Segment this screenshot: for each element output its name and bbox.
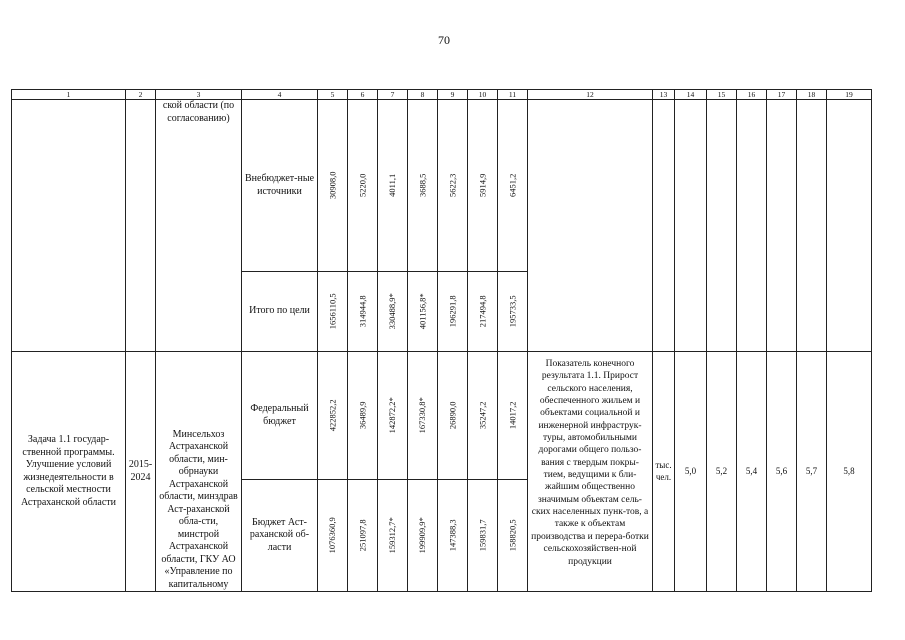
empty-cell — [675, 100, 707, 352]
value-text: 147388,3 — [447, 519, 458, 552]
value-cell — [438, 272, 468, 352]
value-text: 142872,2* — [387, 397, 398, 434]
value-cell — [468, 352, 498, 480]
source-cell: Федеральный бюджет — [242, 352, 318, 480]
value-cell — [378, 480, 408, 592]
continuation-text: ской области (по согласованию) — [162, 100, 235, 124]
value-cell — [348, 272, 378, 352]
value-text: 159312,7* — [387, 517, 398, 554]
value-text: 158820,5 — [507, 519, 518, 552]
col-number: 5 — [318, 90, 348, 100]
empty-cell — [528, 100, 653, 352]
value-cell — [318, 100, 348, 272]
empty-cell — [12, 100, 126, 352]
value-cell — [438, 100, 468, 272]
empty-cell — [653, 100, 675, 352]
value-text: 36489,9 — [357, 401, 368, 430]
value-cell — [378, 352, 408, 480]
value-cell — [498, 272, 528, 352]
empty-cell — [737, 100, 767, 352]
value-text: 196291,8 — [447, 295, 458, 328]
column-number-row — [12, 90, 872, 100]
page-number: 70 — [438, 33, 450, 47]
value-text: 195733,5 — [507, 295, 518, 328]
col-number: 19 — [827, 90, 872, 100]
indicator-cell: Показатель конечного результата 1.1. Прирост сельского населения, обеспеченного жильем и объектами социальной и инженерной инфраструк-туры, автомобильными дорогами общего пользо-вания с твердым покры-тием, ведущими к бли-жайшим общественно значимым объектам сель-ских населенных пунк-тов, а также к объектам производства и перера-ботки сельскохозяйствен-ной продукции — [528, 352, 653, 592]
col-number: 11 — [498, 90, 528, 100]
value-text: 5914,9 — [477, 173, 488, 198]
value-text: 1076360,9 — [327, 517, 338, 554]
value-cell — [378, 272, 408, 352]
col-number: 17 — [767, 90, 797, 100]
col-number: 18 — [797, 90, 827, 100]
indicator-value-cell: 5,4 — [737, 352, 767, 592]
value-cell — [318, 352, 348, 480]
value-cell — [318, 272, 348, 352]
col-number: 10 — [468, 90, 498, 100]
value-cell — [498, 352, 528, 480]
value-cell — [438, 352, 468, 480]
value-text: 5622,3 — [447, 173, 458, 198]
value-text: 422852,2 — [327, 399, 338, 432]
value-text: 314944,8 — [357, 295, 368, 328]
value-text: 14017,2 — [507, 401, 518, 430]
task-executors-cell: Минсельхоз Астраханской области, мин-обрнауки Астраханской области, минздрав Аст-раханской обла-сти, минстрой Астраханской области, ГКУ АО «Управление по капитальному — [156, 352, 242, 592]
value-cell — [408, 100, 438, 272]
col-number: 8 — [408, 90, 438, 100]
value-cell — [468, 100, 498, 272]
indicator-value-cell: 5,2 — [707, 352, 737, 592]
value-cell — [348, 352, 378, 480]
empty-cell — [126, 100, 156, 352]
value-cell — [438, 480, 468, 592]
source-cell: Итого по цели — [242, 272, 318, 352]
source-cell: Бюджет Аст-раханской об-ласти — [242, 480, 318, 592]
value-text: 199909,9* — [417, 517, 428, 554]
value-text: 167330,8* — [417, 397, 428, 434]
unit-cell: тыс. чел. — [653, 352, 675, 592]
col-number: 6 — [348, 90, 378, 100]
col-number: 3 — [156, 90, 242, 100]
value-text: 1656110,5 — [327, 293, 338, 330]
value-text: 251097,8 — [357, 519, 368, 552]
value-cell — [408, 352, 438, 480]
value-text: 217494,8 — [477, 295, 488, 328]
value-text: 159831,7 — [477, 519, 488, 552]
col-number: 15 — [707, 90, 737, 100]
table-row — [12, 100, 872, 272]
value-cell — [468, 480, 498, 592]
indicator-value-cell: 5,0 — [675, 352, 707, 592]
col-number: 12 — [528, 90, 653, 100]
col-number: 1 — [12, 90, 126, 100]
empty-cell — [707, 100, 737, 352]
value-cell — [408, 272, 438, 352]
col-number: 13 — [653, 90, 675, 100]
value-cell — [348, 100, 378, 272]
value-cell — [378, 100, 408, 272]
col-number: 14 — [675, 90, 707, 100]
value-cell — [408, 480, 438, 592]
col-number: 7 — [378, 90, 408, 100]
value-cell — [318, 480, 348, 592]
indicator-value-cell: 5,7 — [797, 352, 827, 592]
value-text: 330488,9* — [387, 293, 398, 330]
value-text: 5220,0 — [357, 173, 368, 198]
value-text: 401156,8* — [417, 293, 428, 330]
continuation-cell — [156, 100, 242, 352]
empty-cell — [797, 100, 827, 352]
col-number: 4 — [242, 90, 318, 100]
value-text: 30908,0 — [327, 171, 338, 200]
value-cell — [498, 480, 528, 592]
empty-cell — [767, 100, 797, 352]
source-cell: Внебюджет-ные источники — [242, 100, 318, 272]
col-number: 16 — [737, 90, 767, 100]
empty-cell — [827, 100, 872, 352]
value-text: 6451,2 — [507, 173, 518, 198]
program-table — [11, 89, 872, 592]
value-text: 26890,0 — [447, 401, 458, 430]
value-cell — [468, 272, 498, 352]
table-row — [12, 352, 872, 480]
value-text: 35247,2 — [477, 401, 488, 430]
value-text: 3688,5 — [417, 173, 428, 198]
task-period-cell: 2015-2024 — [126, 352, 156, 592]
task-name-cell: Задача 1.1 государ-ственной программы. Улучшение условий жизнедеятельности в сельской местности Астраханской области — [12, 352, 126, 592]
value-cell — [348, 480, 378, 592]
indicator-value-cell: 5,8 — [827, 352, 872, 592]
value-text: 4011,1 — [387, 173, 398, 198]
col-number: 9 — [438, 90, 468, 100]
col-number: 2 — [126, 90, 156, 100]
value-cell — [498, 100, 528, 272]
indicator-value-cell: 5,6 — [767, 352, 797, 592]
